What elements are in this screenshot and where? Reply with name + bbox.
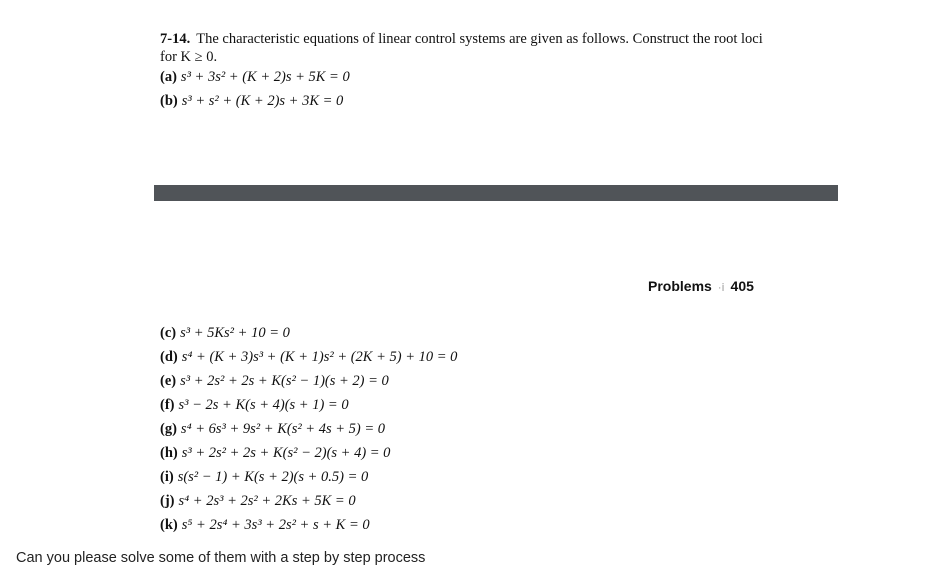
equation-expr: s⁵ + 2s⁴ + 3s³ + 2s² + s + K = 0 [181,517,370,533]
equation-label: (h) [160,445,178,461]
equation-label: (d) [160,349,178,365]
equation-k [160,516,370,534]
equation-i [160,468,368,486]
equation-h [160,444,390,462]
equation-f [160,396,349,414]
equation-expr: s⁴ + 2s³ + 2s² + 2Ks + 5K = 0 [178,493,356,509]
equation-label: (e) [160,373,177,389]
equation-label: (a) [160,69,177,85]
equation-d [160,348,457,366]
page-header-separator: ·ⅰ [717,282,725,294]
equation-expr: s³ + s² + (K + 2)s + 3K = 0 [181,93,344,109]
problem-statement [160,30,780,66]
equation-label: (i) [160,469,174,485]
page-header [648,278,754,294]
problem-text: The characteristic equations of linear control systems are given as follows. Construct the root loci for K ≥ 0. [160,31,763,65]
equation-expr: s³ + 2s² + 2s + K(s² − 2)(s + 4) = 0 [181,445,391,461]
equation-b [160,92,343,110]
user-question: Can you please solve some of them with a step by step process [16,550,426,566]
equation-expr: s⁴ + 6s³ + 9s² + K(s² + 4s + 5) = 0 [180,421,386,437]
equation-e [160,372,389,390]
equation-label: (g) [160,421,177,437]
equation-expr: s³ + 2s² + 2s + K(s² − 1)(s + 2) = 0 [180,373,389,389]
problem-number: 7-14. [160,31,191,47]
equation-expr: s⁴ + (K + 3)s³ + (K + 1)s² + (2K + 5) + 10 = 0 [181,349,458,365]
equation-c [160,324,290,342]
equation-label: (j) [160,493,175,509]
equation-expr: s(s² − 1) + K(s + 2)(s + 0.5) = 0 [177,469,369,485]
equation-label: (c) [160,325,177,341]
equation-label: (k) [160,517,178,533]
equation-expr: s³ − 2s + K(s + 4)(s + 1) = 0 [178,397,349,413]
equation-a [160,68,350,86]
equation-j [160,492,356,510]
equation-label: (f) [160,397,175,413]
equation-expr: s³ + 3s² + (K + 2)s + 5K = 0 [180,69,350,85]
equation-g [160,420,385,438]
equation-expr: s³ + 5Ks² + 10 = 0 [180,325,290,341]
page-number: 405 [730,278,754,294]
equation-label: (b) [160,93,178,109]
page-divider-bar [154,185,838,201]
page-header-title: Problems [648,278,712,294]
